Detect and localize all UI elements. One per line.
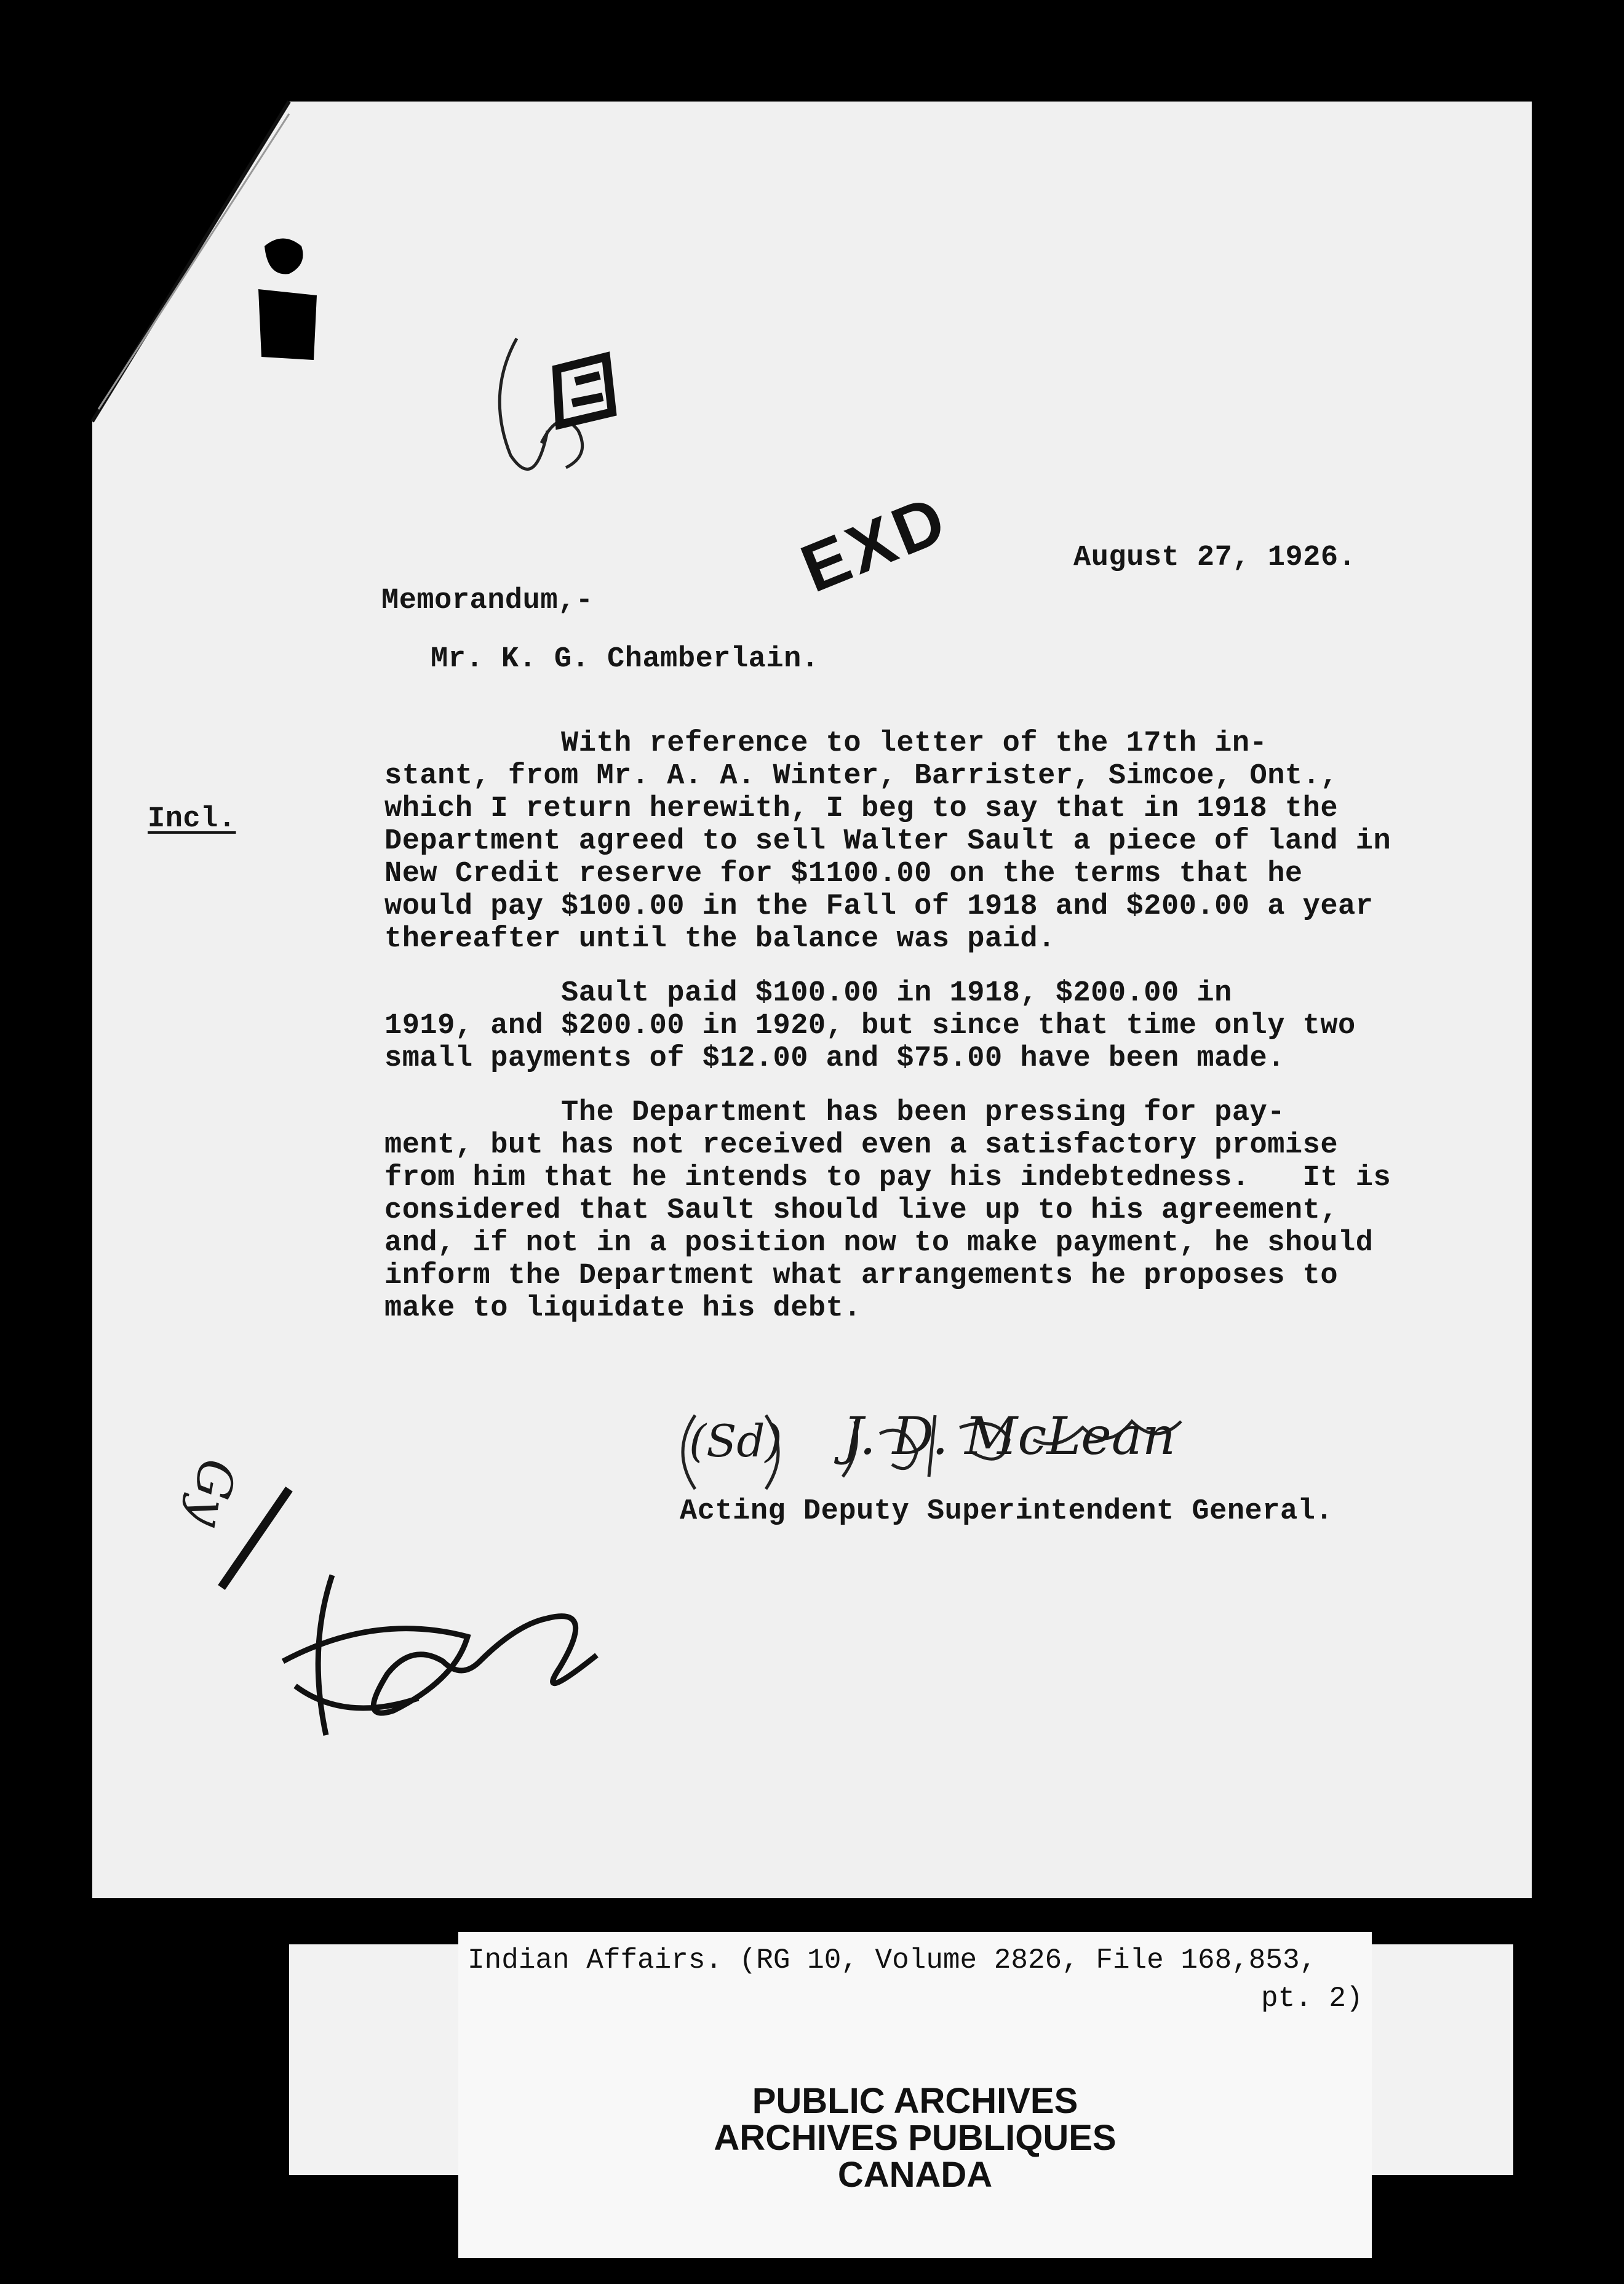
body-paragraph-3: The Department has been pressing for pay- ment, but has not received even a satisfactory promise from him that he intends to pay his indebtedness. It is considered that Sault should live up to his agreement, and, if not in a position now to make payment, he should inform the Department what arrangements he proposes to make to liquidate his debt. <box>384 1096 1391 1325</box>
archive-name-fr: ARCHIVES PUBLIQUES <box>714 2118 1116 2158</box>
archive-reference-line-1: Indian Affairs. (RG 10, Volume 2826, File 168,853, <box>468 1944 1317 1976</box>
body-paragraph-1: With reference to letter of the 17th in- stant, from Mr. A. A. Winter, Barrister, Simcoe, Ont., which I return herewith, I beg to say that in 1918 the Department agreed to sell Walter Sault a piece of land in New Credit reserve for $1100.00 on the terms that he would pay $100.00 in the Fall of 1918 and $200.00 a year thereafter until the balance was paid. <box>384 727 1391 956</box>
memo-heading: Memorandum,- <box>381 585 594 617</box>
signature: J. D. McLean <box>843 1406 1176 1466</box>
signature-prefix: (Sd) <box>689 1415 782 1467</box>
archive-institution <box>458 2083 1372 2194</box>
enclosure-note: Incl. <box>148 803 236 836</box>
addressee: Mr. K. G. Chamberlain. <box>431 643 819 676</box>
letter-date: August 27, 1926. <box>1073 541 1356 574</box>
body-paragraph-2: Sault paid $100.00 in 1918, $200.00 in 1919, and $200.00 in 1920, but since that time only two small payments of $12.00 and $75.00 have been made. <box>384 977 1356 1075</box>
exd-stamp: EXD <box>790 480 959 607</box>
signature-title: Acting Deputy Superintendent General. <box>680 1495 1334 1528</box>
archive-reference-line-2: pt. 2) <box>1261 1983 1363 2014</box>
side-note: Gy <box>178 1455 246 1531</box>
archive-name-en: PUBLIC ARCHIVES <box>752 2081 1078 2121</box>
archive-country: CANADA <box>837 2155 993 2195</box>
